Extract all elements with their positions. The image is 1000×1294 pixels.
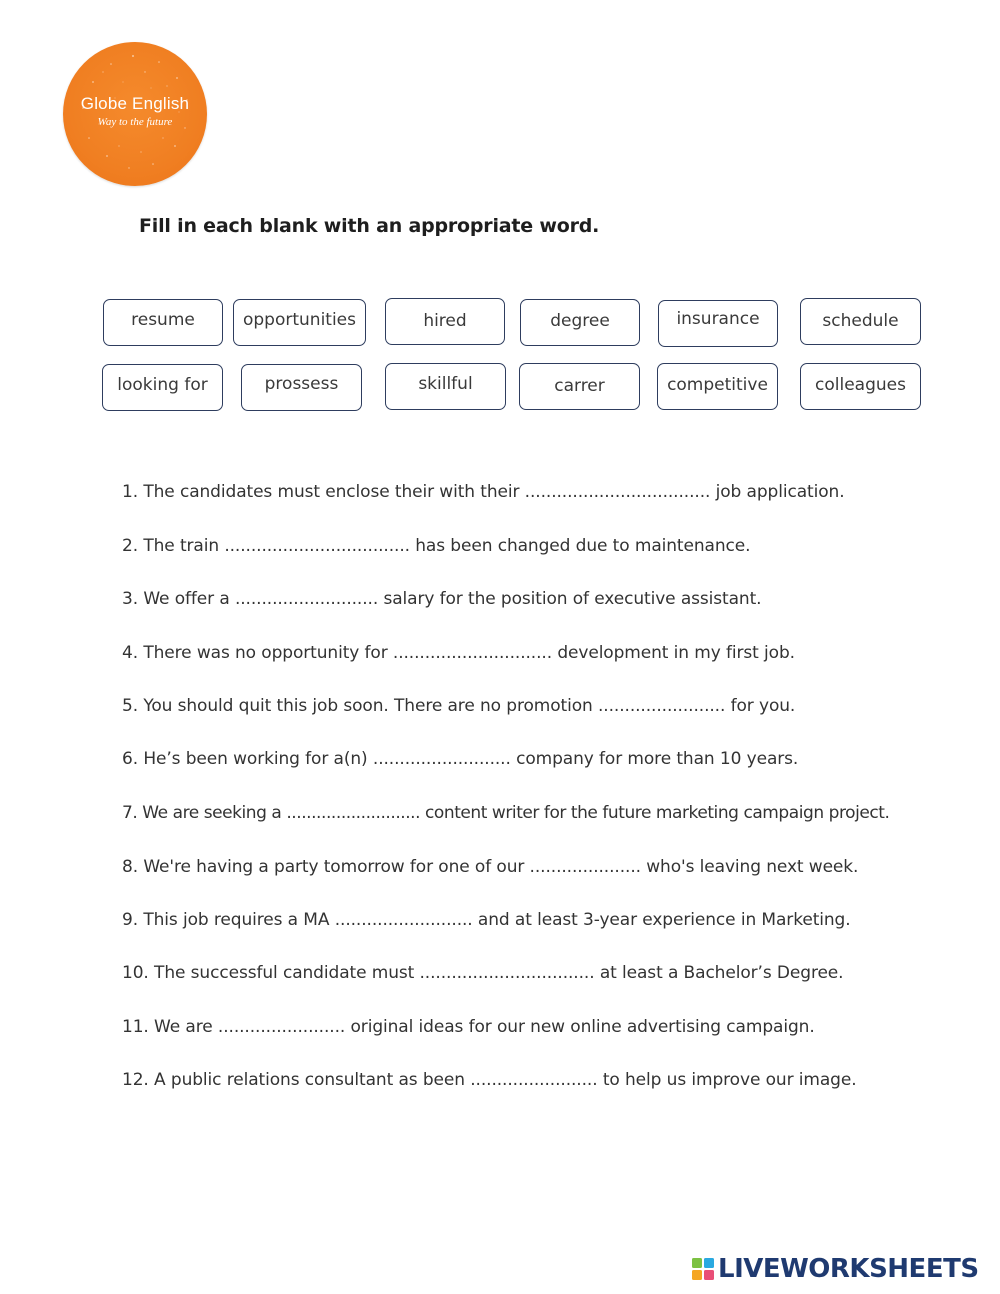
word-option-colleagues[interactable]: colleagues bbox=[800, 363, 921, 410]
logo-subtitle: Way to the future bbox=[97, 116, 173, 128]
word-option-skillful[interactable]: skillful bbox=[385, 363, 506, 410]
word-option-schedule[interactable]: schedule bbox=[800, 298, 921, 345]
question-4: 4. There was no opportunity for .............................. development in my first job. bbox=[122, 643, 795, 663]
word-option-carrer[interactable]: carrer bbox=[519, 363, 640, 410]
question-11: 11. We are ........................ original ideas for our new online advertising campaign. bbox=[122, 1017, 815, 1037]
question-5: 5. You should quit this job soon. There are no promotion ........................ for you. bbox=[122, 696, 796, 716]
liveworksheets-brand: LIVEWORKSHEETS bbox=[718, 1254, 979, 1284]
word-option-looking-for[interactable]: looking for bbox=[102, 364, 223, 411]
instruction-heading: Fill in each blank with an appropriate word. bbox=[139, 215, 600, 237]
liveworksheets-blocks-icon bbox=[692, 1258, 714, 1280]
globe-english-logo bbox=[63, 42, 207, 186]
question-10: 10. The successful candidate must ................................. at least a Bachelor’s Degree. bbox=[122, 963, 844, 983]
word-option-competitive[interactable]: competitive bbox=[657, 363, 778, 410]
question-3: 3. We offer a ........................... salary for the position of executive assistant. bbox=[122, 589, 762, 609]
word-option-hired[interactable]: hired bbox=[385, 298, 505, 345]
word-option-degree[interactable]: degree bbox=[520, 299, 640, 346]
logo-sparkle-dots bbox=[63, 42, 207, 186]
question-9: 9. This job requires a MA .......................... and at least 3-year experience in Marketing. bbox=[122, 910, 851, 930]
logo-title: Globe English bbox=[80, 94, 190, 113]
liveworksheets-logo bbox=[692, 1254, 992, 1284]
question-8: 8. We're having a party tomorrow for one of our ..................... who's leaving next week. bbox=[122, 857, 859, 877]
question-7: 7. We are seeking a ........................... content writer for the future marketing campaign project. bbox=[122, 803, 890, 823]
word-option-resume[interactable]: resume bbox=[103, 299, 223, 346]
word-option-opportunities[interactable]: opportunities bbox=[233, 299, 366, 346]
word-option-prossess[interactable]: prossess bbox=[241, 364, 362, 411]
word-option-insurance[interactable]: insurance bbox=[658, 300, 778, 347]
question-6: 6. He’s been working for a(n) .......................... company for more than 10 years. bbox=[122, 749, 799, 769]
question-2: 2. The train ................................... has been changed due to maintenance. bbox=[122, 536, 751, 556]
question-12: 12. A public relations consultant as been ........................ to help us improve our image. bbox=[122, 1070, 857, 1090]
question-1: 1. The candidates must enclose their with their ................................... job application. bbox=[122, 482, 845, 502]
